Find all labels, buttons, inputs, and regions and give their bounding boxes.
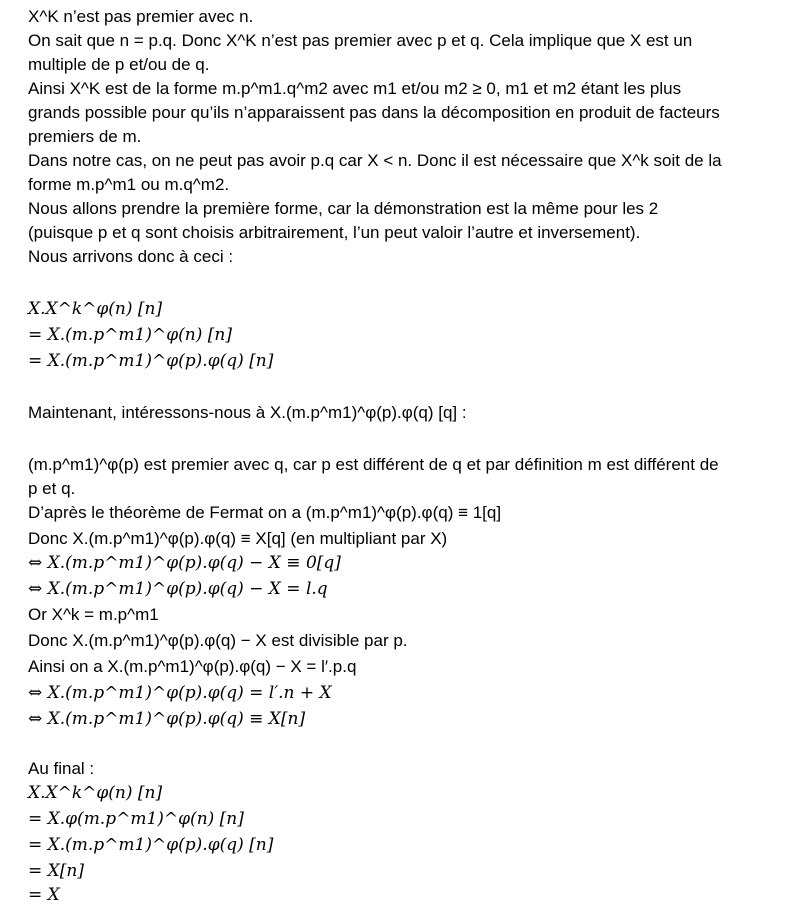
math-line: = X.(m.p^m1)^φ(p).φ(q) [n] [28, 835, 274, 855]
text-line: (puisque p et q sont choisis arbitrairement, l’un peut valoir l’autre et inversement). [28, 223, 641, 242]
math-line: ⇔ X.(m.p^m1)^φ(p).φ(q) − X = l.q [28, 579, 328, 599]
text-line: Or X^k = m.p^m1 [28, 605, 159, 624]
text-line: premiers de m. [28, 127, 142, 146]
text-line: Ainsi on a X.(m.p^m1)^φ(p).φ(q) − X = l′.p.q [28, 657, 357, 676]
text-line: p et q. [28, 479, 76, 498]
math-line: ⇔ X.(m.p^m1)^φ(p).φ(q) = l′.n + X [28, 683, 332, 703]
math-line: = X[n] [28, 861, 84, 881]
text-line: (m.p^m1)^φ(p) est premier avec q, car p est différent de q et par définition m est différent de [28, 455, 719, 474]
math-line: = X.(m.p^m1)^φ(p).φ(q) [n] [28, 351, 274, 371]
math-line: = X [28, 885, 60, 905]
text-line: grands possible pour qu’ils n’apparaissent pas dans la décomposition en produit de facteurs [28, 103, 720, 122]
math-line: ⇔ X.(m.p^m1)^φ(p).φ(q) ≡ X[n] [28, 709, 306, 729]
text-line: Dans notre cas, on ne peut pas avoir p.q car X < n. Donc il est nécessaire que X^k soit de la [28, 151, 722, 170]
text-line: D’après le théorème de Fermat on a (m.p^m1)^φ(p).φ(q) ≡ 1[q] [28, 503, 502, 522]
text-line: Nous allons prendre la première forme, car la démonstration est la même pour les 2 [28, 199, 659, 218]
math-line: X.X^k^φ(n) [n] [28, 299, 163, 319]
text-line: Au final : [28, 759, 95, 778]
text-line: On sait que n = p.q. Donc X^K n’est pas premier avec p et q. Cela implique que X est un [28, 31, 693, 50]
text-line: forme m.p^m1 ou m.q^m2. [28, 175, 230, 194]
math-line: X.X^k^φ(n) [n] [28, 783, 163, 803]
text-line: Nous arrivons donc à ceci : [28, 247, 234, 266]
math-line: ⇔ X.(m.p^m1)^φ(p).φ(q) − X ≡ 0[q] [28, 553, 341, 573]
text-line: Maintenant, intéressons-nous à X.(m.p^m1)^φ(p).φ(q) [q] : [28, 403, 467, 422]
text-line: multiple de p et/ou de q. [28, 55, 210, 74]
text-line: Donc X.(m.p^m1)^φ(p).φ(q) − X est divisible par p. [28, 631, 408, 650]
text-line: Ainsi X^K est de la forme m.p^m1.q^m2 avec m1 et/ou m2 ≥ 0, m1 et m2 étant les plus [28, 79, 682, 98]
math-line: = X.(m.p^m1)^φ(n) [n] [28, 325, 232, 345]
text-line: X^K n’est pas premier avec n. [28, 7, 254, 26]
text-line: Donc X.(m.p^m1)^φ(p).φ(q) ≡ X[q] (en multipliant par X) [28, 529, 448, 548]
math-line: = X.φ(m.p^m1)^φ(n) [n] [28, 809, 244, 829]
